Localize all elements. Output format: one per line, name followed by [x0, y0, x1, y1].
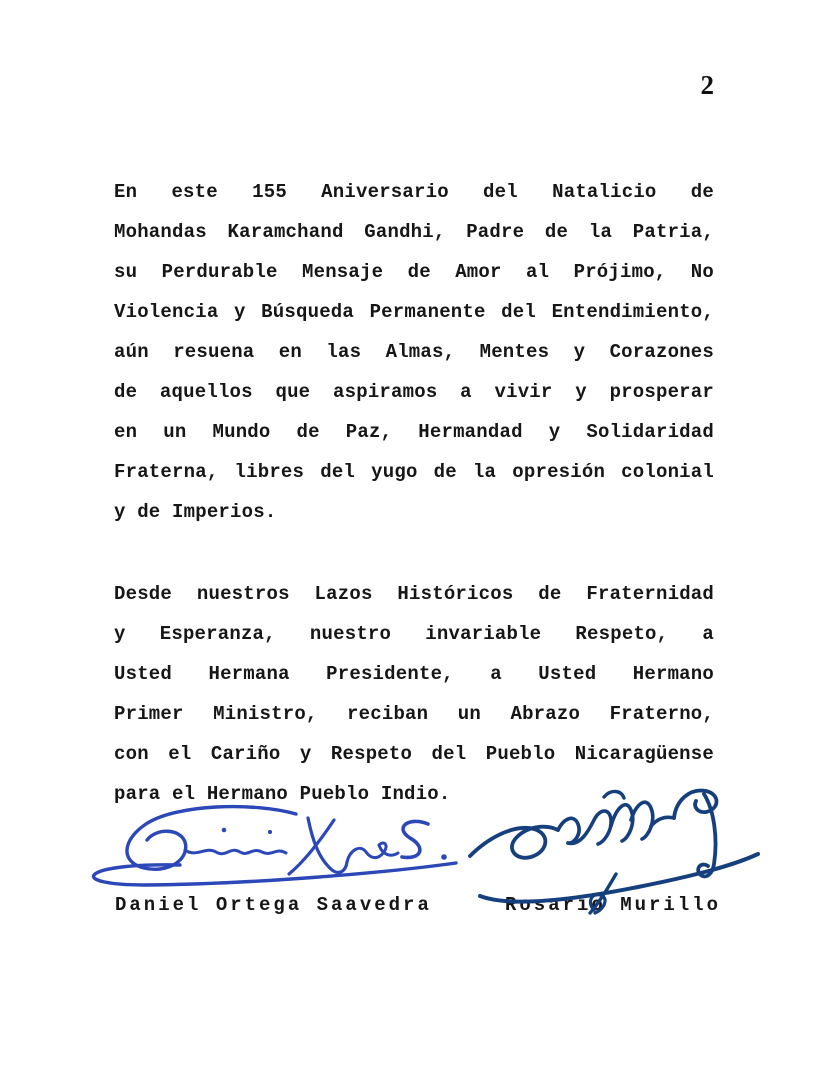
text-line: Desde nuestros Lazos Históricos de Fraternidad	[114, 583, 714, 605]
paragraph-2	[114, 574, 714, 814]
text-line: Fraterna, libres del yugo de la opresión colonial	[114, 461, 714, 483]
text-line: para el Hermano Pueblo Indio.	[114, 783, 451, 805]
letter-body	[114, 172, 714, 856]
text-line: con el Cariño y Respeto del Pueblo Nicaragüense	[114, 743, 714, 765]
text-line: en un Mundo de Paz, Hermandad y Solidaridad	[114, 421, 714, 443]
text-line: Usted Hermana Presidente, a Usted Hermano	[114, 663, 714, 685]
signer-name-rosario-murillo: Rosario Murillo	[505, 894, 722, 916]
text-line: aún resuena en las Almas, Mentes y Corazones	[114, 341, 714, 363]
page-number: 2	[700, 70, 714, 100]
rosario-murillo-signature-icon	[448, 782, 788, 917]
paragraph-1	[114, 172, 714, 532]
text-line: Mohandas Karamchand Gandhi, Padre de la Patria,	[114, 221, 714, 243]
text-line: y Esperanza, nuestro invariable Respeto, a	[114, 623, 714, 645]
text-line: Primer Ministro, reciban un Abrazo Fraterno,	[114, 703, 714, 725]
text-line: su Perdurable Mensaje de Amor al Prójimo, No	[114, 261, 714, 283]
text-line: y de Imperios.	[114, 501, 277, 523]
text-line: Violencia y Búsqueda Permanente del Entendimiento,	[114, 301, 714, 323]
text-line: En este 155 Aniversario del Natalicio de	[114, 181, 714, 203]
text-line: de aquellos que aspiramos a vivir y prosperar	[114, 381, 714, 403]
signer-name-daniel-ortega: Daniel Ortega Saavedra	[115, 894, 432, 916]
daniel-ortega-signature-icon	[84, 800, 464, 892]
